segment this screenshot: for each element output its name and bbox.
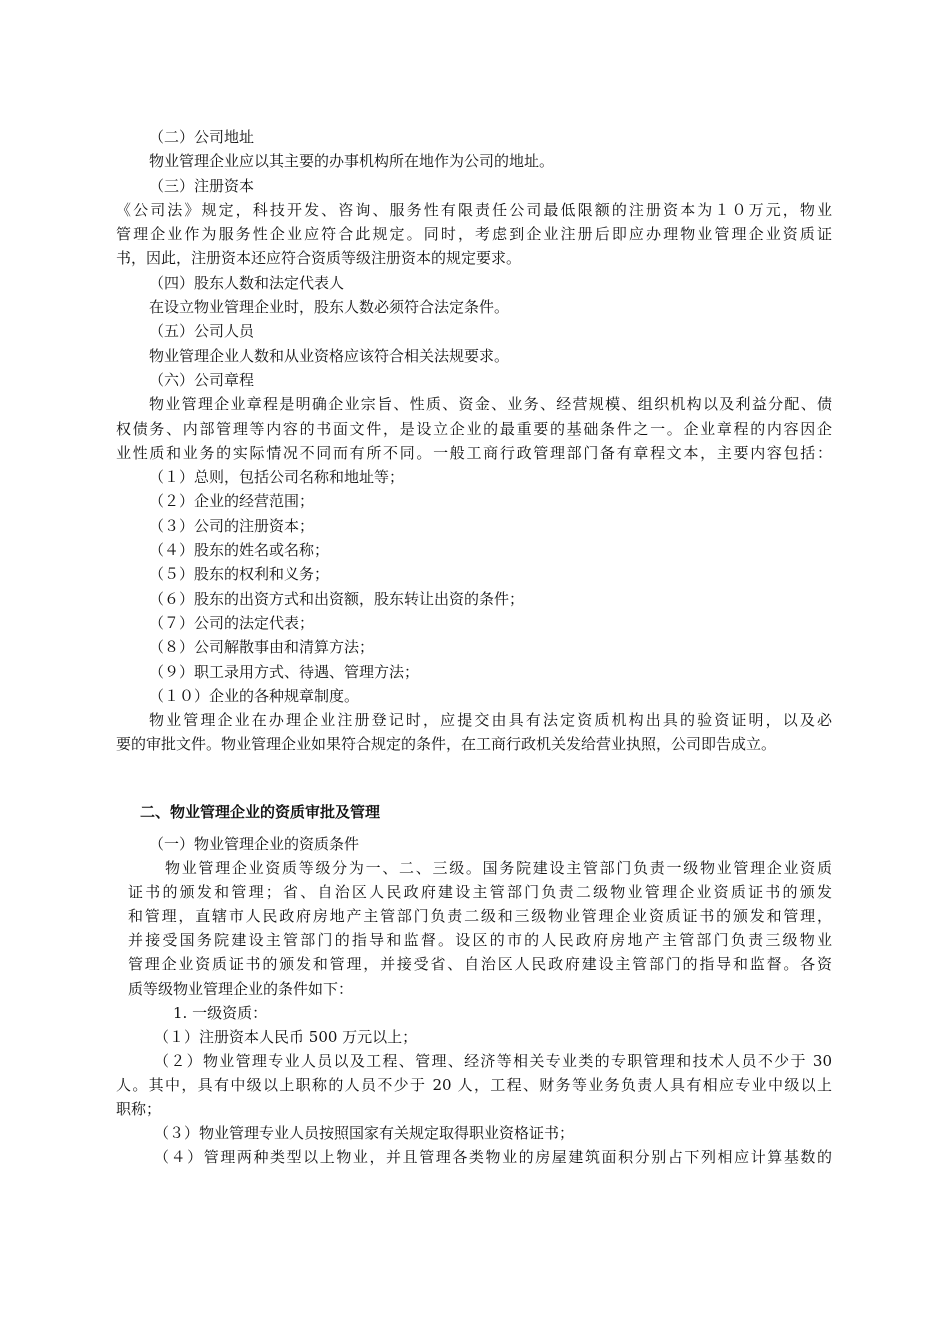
- list-item: （９）职工录用方式、待遇、管理方法；: [149, 662, 420, 681]
- list-item: （３）公司的注册资本；: [149, 516, 315, 535]
- paragraph-line: 质等级物业管理企业的条件如下：: [128, 979, 354, 998]
- list-item: （８）公司解散事由和清算方法；: [149, 638, 375, 657]
- paragraph-line: 权债务、内部管理等内容的书面文件，是设立企业的最重要的基础条件之一。企业章程的内容因企: [116, 419, 832, 438]
- list-item: （４）股东的姓名或名称；: [149, 541, 330, 560]
- subheading-personnel: （五）公司人员: [149, 322, 255, 341]
- section-company-setup: [116, 125, 832, 757]
- paragraph-line: 在设立物业管理企业时，股东人数必须符合法定条件。: [149, 298, 510, 317]
- subheading-grade-one: 1. 一级资质：: [173, 1003, 268, 1022]
- list-item: （１）注册资本人民币 500 万元以上；: [154, 1027, 418, 1046]
- paragraph-line: 物业管理企业应以其主要的办事机构所在地作为公司的地址。: [149, 152, 555, 171]
- list-item: （４）管理两种类型以上物业，并且管理各类物业的房屋建筑面积分别占下列相应计算基数的: [154, 1148, 832, 1167]
- paragraph-line: 人。其中，具有中级以上职称的人员不少于 20 人，工程、财务等业务负责人具有相应专业中级以上: [116, 1075, 832, 1094]
- paragraph-line: 职称；: [116, 1100, 162, 1119]
- list-item: （３）物业管理专业人员按照国家有关规定取得职业资格证书；: [154, 1124, 575, 1143]
- paragraph-line: 证书的颁发和管理；省、自治区人民政府建设主管部门负责二级物业管理企业资质证书的颁发: [128, 883, 832, 902]
- list-item: （５）股东的权利和义务；: [149, 565, 330, 584]
- subheading-company-address: （二）公司地址: [149, 128, 255, 146]
- paragraph-line: 要的审批文件。物业管理企业如果符合规定的条件，在工商行政机关发给营业执照，公司即告成立。: [116, 735, 777, 754]
- section-qualification: [116, 832, 832, 1169]
- paragraph-line: 管理企业作为服务性企业应符合此规定。同时，考虑到企业注册后即应办理物业管理企业资质证: [116, 225, 832, 244]
- list-item: （１０）企业的各种规章制度。: [149, 686, 360, 705]
- subheading-articles: （六）公司章程: [149, 370, 255, 389]
- list-item: （２）企业的经营范围；: [149, 492, 315, 511]
- paragraph-line: 物业管理企业在办理企业注册登记时，应提交由具有法定资质机构出具的验资证明，以及必: [149, 711, 832, 730]
- paragraph-line: 物业管理企业章程是明确企业宗旨、性质、资金、业务、经营规模、组织机构以及利益分配、债: [149, 395, 832, 414]
- paragraph-line: 业性质和业务的实际情况不同而有所不同。一般工商行政管理部门备有章程文本，主要内容包括：: [116, 443, 832, 462]
- list-item: （１）总则，包括公司名称和地址等；: [149, 468, 405, 487]
- subheading-qualification-conditions: （一）物业管理企业的资质条件: [149, 835, 360, 853]
- paragraph-line: 和管理，直辖市人民政府房地产主管部门负责二级和三级物业管理企业资质证书的颁发和管理，: [128, 907, 832, 926]
- subheading-shareholders: （四）股东人数和法定代表人: [149, 273, 345, 292]
- list-item: （６）股东的出资方式和出资额，股东转让出资的条件；: [149, 589, 525, 608]
- paragraph-line: 物业管理企业资质等级分为一、二、三级。国务院建设主管部门负责一级物业管理企业资质: [165, 859, 832, 878]
- list-item: （７）公司的法定代表；: [149, 613, 315, 632]
- paragraph-line: 《公司法》规定，科技开发、咨询、服务性有限责任公司最低限额的注册资本为１０万元，物业: [116, 200, 832, 219]
- paragraph-line: 物业管理企业人数和从业资格应该符合相关法规要求。: [149, 346, 510, 365]
- list-item: （２）物业管理专业人员以及工程、管理、经济等相关专业类的专职管理和技术人员不少于 30: [154, 1051, 832, 1070]
- paragraph-line: 并接受国务院建设主管部门的指导和监督。设区的市的人民政府房地产主管部门负责三级物业: [128, 931, 832, 950]
- paragraph-line: 书，因此，注册资本还应符合资质等级注册资本的规定要求。: [116, 249, 522, 268]
- subheading-registered-capital: （三）注册资本: [149, 176, 255, 195]
- section-heading: 二、物业管理企业的资质审批及管理: [140, 803, 381, 821]
- paragraph-line: 管理企业资质证书的颁发和管理，并接受省、自治区人民政府建设主管部门的指导和监督。各资: [128, 955, 832, 974]
